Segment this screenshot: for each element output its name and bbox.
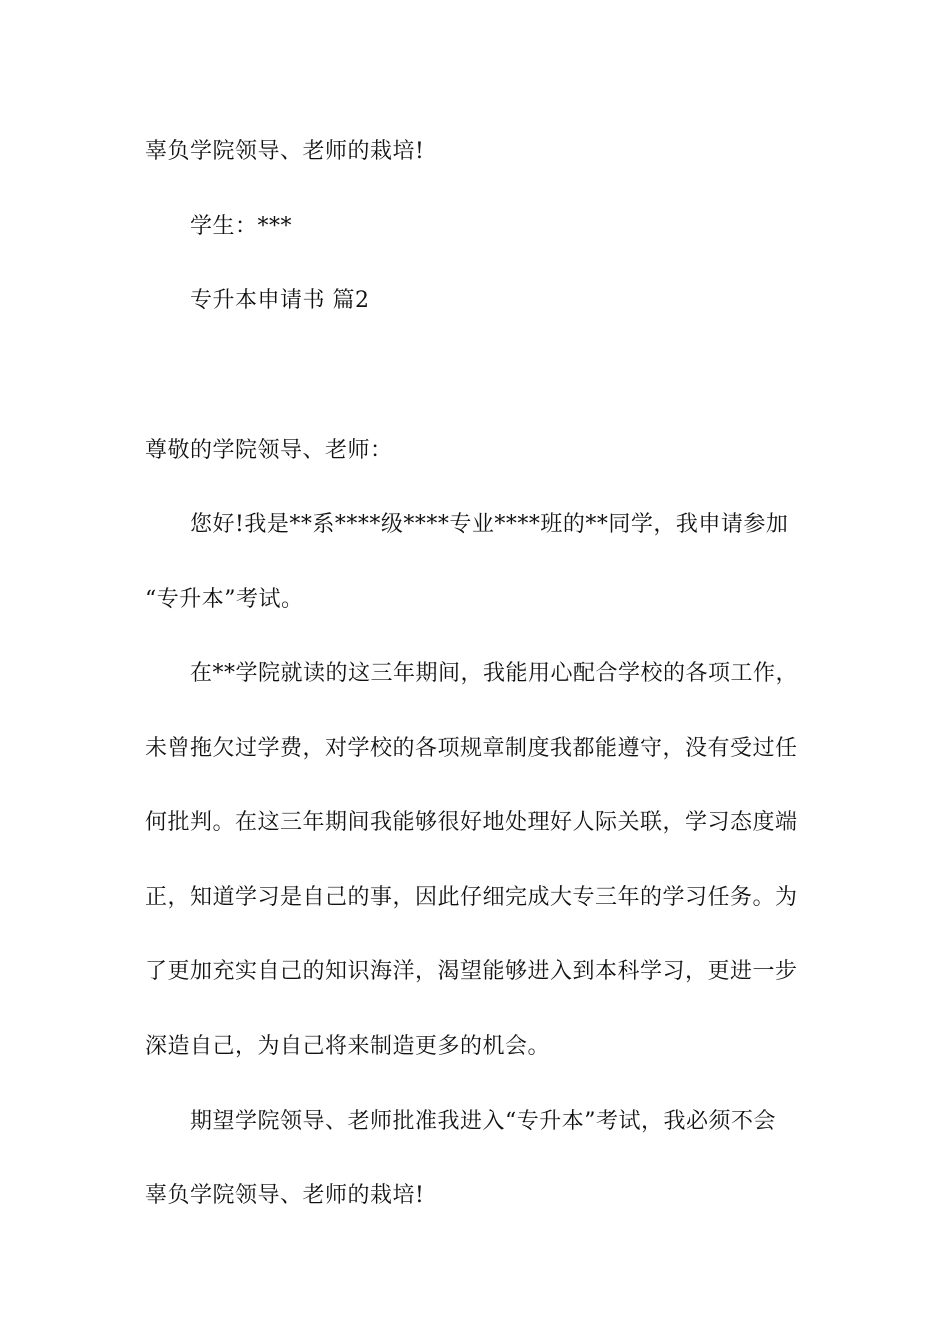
paragraph-2-line-2: 未曾拖欠过学费，对学校的各项规章制度我都能遵守，没有受过任 [145, 736, 798, 761]
paragraph-2-line-6: 深造自己，为自己将来制造更多的机会。 [145, 1034, 551, 1059]
paragraph-2-line-4: 正，知道学习是自己的事，因此仔细完成大专三年的学习任务。为 [145, 885, 798, 910]
paragraph-2-line-3: 何批判。在这三年期间我能够很好地处理好人际关联，学习态度端 [145, 810, 798, 835]
paragraph-1-line-2: “专升本”考试。 [145, 587, 304, 612]
salutation: 尊敬的学院领导、老师： [145, 438, 393, 463]
paragraph-3-line-1: 期望学院领导、老师批准我进入“专升本”考试，我必须不会 [190, 1109, 776, 1134]
signature-line: 学生：*** [190, 214, 293, 239]
paragraph-3-line-2: 辜负学院领导、老师的栽培! [145, 1183, 425, 1208]
paragraph-2-line-5: 了更加充实自己的知识海洋，渴望能够进入到本科学习，更进一步 [145, 959, 798, 984]
text-line-closing-1: 辜负学院领导、老师的栽培! [145, 139, 425, 164]
section-heading: 专升本申请书 篇2 [190, 288, 370, 313]
paragraph-2-line-1: 在**学院就读的这三年期间，我能用心配合学校的各项工作， [190, 661, 799, 686]
paragraph-1-line-1: 您好!我是**系****级****专业****班的**同学，我申请参加 [190, 512, 789, 537]
